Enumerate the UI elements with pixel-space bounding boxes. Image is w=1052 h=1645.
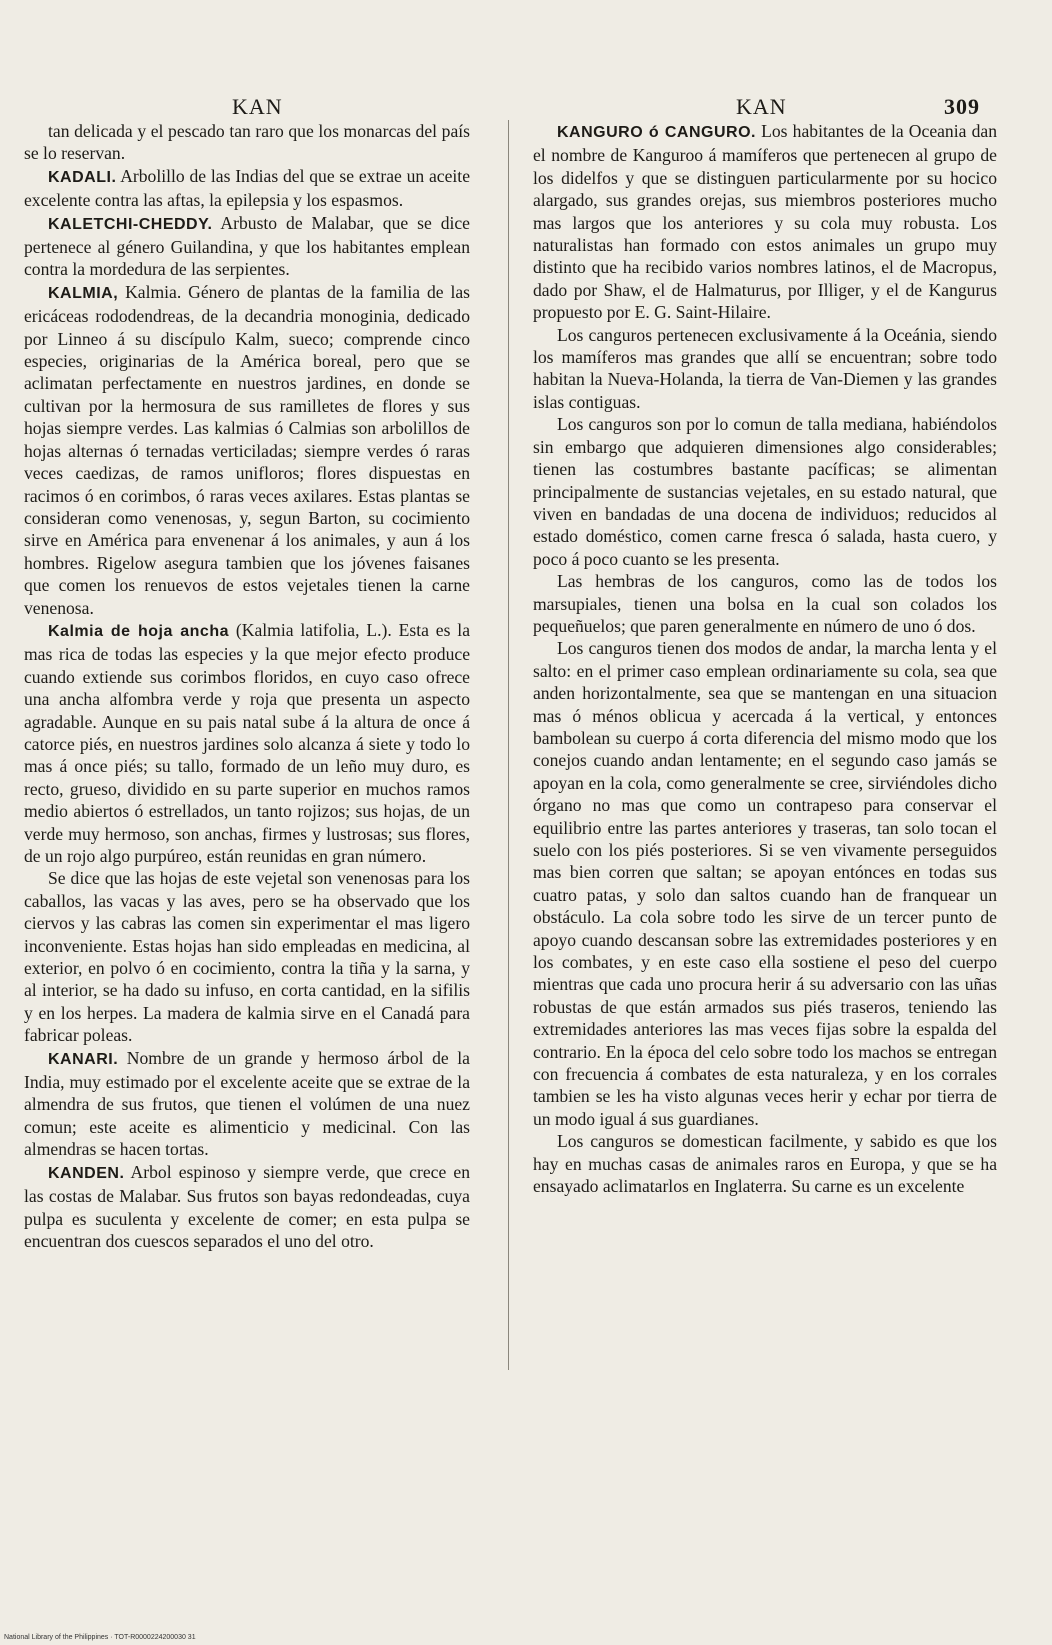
entry-headword: KANGURO ó CANGURO.: [557, 124, 756, 141]
entry-paragraph: [533, 413, 997, 570]
entry-text: Los canguros tienen dos modos de andar, la marcha lenta y el salto: en el primer caso emplean ordinariamente su cola, sea que anden horizontalmente, sea que se mantengan en una situacion mas ó ménos oblicua y acercada á la vertical, y entonces bambolean su cuerpo á corta diferencia del mismo modo que los conejos cuando andan lentamente; en el segundo caso jamás se apoyan en la cola, como generalmente se cree, sirviéndoles dicho órgano no mas que como un contrapeso para conservar el equilibrio entre las partes anteriores y traseras, tan solo tocan el suelo con los piés posteriores. Si se ven vivamente perseguidos mas bien corren que saltan; se apoyan entónces en todas sus cuatro patas, y solo dan saltos cuando han de franquear un obstáculo. La cola sobre todo les sirve de un tercer punto de apoyo cuando descansan sobre las extremidades posteriores y en los combates, y en este caso ella sostiene el peso del cuerpo mientras que cada uno procura herir á su adversario con las uñas robustas de que están armados sus piés traseros, teniendo las extremidades anteriores las mas veces fijas sobre la espalda del contrario. En la época del celo sobre todo los machos se entregan con frecuencia á combates de esta naturaleza, y en los corrales tambien se les ha visto algunas veces herir y echar por tierra de un modo igual á sus guardianes.: [533, 638, 997, 1129]
entry-paragraph: [533, 637, 997, 1130]
right-column: [533, 120, 997, 1198]
entry-paragraph: [24, 619, 470, 867]
entry-paragraph: [533, 570, 997, 637]
entry-paragraph: [24, 281, 470, 619]
entry-text: Nombre de un grande y hermoso árbol de la India, muy estimado por el excelente aceite que se extrae de la almendra de sus frutos, que tienen el volúmen de una nuez comun; este aceite es alimenticio y medicinal. Con las almendras se hacen tortas.: [24, 1047, 470, 1160]
entry-text: Los canguros se domestican facilmente, y sabido es que los hay en muchas casas de animales raros en Europa, y que se ha ensayado aclimatarlos en Inglaterra. Su carne es un excelente: [533, 1131, 997, 1197]
entry-headword: KANDEN.: [48, 1164, 125, 1182]
page-number: 309: [944, 94, 980, 119]
scan-footer: National Library of the Philippines · TOT-R0000224200030 31: [4, 1634, 196, 1641]
entry-paragraph: [24, 212, 470, 281]
entry-text: Arbolillo de las Indias del que se extrae un aceite excelente contra las aftas, la epilepsia y los espasmos.: [24, 165, 470, 211]
entry-text: (Kalmia latifolia, L.). Esta es la mas rica de todas las especies y la que mejor efecto produce cuando extiende sus corimbos floridos, en cuyo caso ofrece una ancha alfombra verde y roja que presenta un aspecto agradable. Aunque en su pais natal sube á la altura de once á catorce piés, en nuestros jardines solo alcanza á siete y todo lo mas á once piés; su tallo, formado de un leño muy duro, es recto, grueso, dividido en su parte superior en muchos ramos medio abiertos ó estrellados, un tanto rojizos; sus hojas, de un verde muy hermoso, son anchas, firmes y lustrosas; sus flores, de un rojo algo purpúreo, están reunidas en gran número.: [24, 619, 471, 866]
entry-paragraph: [533, 120, 997, 324]
entry-headword: KANARI.: [48, 1050, 119, 1068]
entry-text: Arbusto de Malabar, que se dice pertenece al género Guilandina, y que los habitantes emplean contra la mordedura de las serpientes.: [24, 212, 470, 280]
column-divider: [508, 120, 509, 1370]
entry-paragraph: [24, 120, 470, 165]
entry-paragraph: [533, 1130, 997, 1197]
entry-paragraph: [24, 867, 470, 1046]
entry-headword: Kalmia de hoja ancha: [48, 622, 230, 640]
entry-text: Los habitantes de la Oceania dan el nombre de Kanguroo á mamíferos que pertenecen al grupo de los didelfos y que se distinguen particularmente por su hocico alargado, sus grandes orejas, sus miembros posteriores mucho mas largos que los anteriores y su cola muy robusta. Los naturalistas han formado con estos animales un grupo muy distinto que ha recibido varios nombres latinos, el de Macropus, dado por Shaw, el de Halmaturus, por Illiger, y el de Kangurus propuesto por E. G. Saint-Hilaire.: [533, 121, 997, 323]
entry-text: Las hembras de los canguros, como las de todos los marsupiales, tienen una bolsa en la cual son colados los pequeñuelos; que paren generalmente en número de uno ó dos.: [533, 571, 997, 636]
entry-text: Los canguros pertenecen exclusivamente á la Oceánia, siendo los mamíferos mas grandes que allí se encuentran; sobre todo habitan la Nueva-Holanda, la tierra de Van-Diemen y las grandes islas contiguas.: [533, 324, 997, 412]
entry-paragraph: [24, 1047, 470, 1161]
entry-paragraph: [533, 324, 997, 414]
entry-text: tan delicada y el pescado tan raro que los monarcas del país se lo reservan.: [24, 121, 470, 164]
entry-headword: KALETCHI-CHEDDY.: [48, 215, 213, 233]
entry-paragraph: [24, 165, 470, 212]
entry-headword: KADALI.: [48, 168, 117, 186]
running-head-right: KAN: [736, 94, 787, 119]
entry-text: Se dice que las hojas de este vejetal son venenosas para los caballos, las vacas y las aves, pero se ha observado que los ciervos y las cabras las comen sin experimentar el mas ligero inconveniente. Estas hojas han sido empleadas en medicina, al exterior, en polvo ó en cocimiento, contra la tiña y la sarna, y al interior, se ha dado su infuso, en corta cantidad, en la sifilis y en los herpes. La madera de kalmia sirve en el Canadá para fabricar poleas.: [24, 868, 470, 1046]
entry-text: Kalmia. Género de plantas de la familia de las ericáceas rododendreas, de la decandria monoginia, dedicado por Linneo á su discípulo Kalm, sueco; comprende cinco especies, originarias de la América boreal, pero que se aclimatan perfectamente en nuestros jardines, en donde se cultivan por la hermosura de sus ramilletes de flores y sus hojas siempre verdes. Las kalmias ó Calmias son arbolillos de hojas alternas ó ternadas verticiladas; siempre verdes ó raras veces caedizas, de ramos unifloros; flores dispuestas en racimos ó en corimbos, ó raras veces axilares. Estas plantas se consideran como venenosas, y, segun Barton, su cocimiento sirve en América para envenenar á los animales, y aun á los hombres. Rigelow asegura tambien que los jóvenes faisanes que comen los renuevos de estos vejetales tienen la carne venenosa.: [24, 281, 470, 618]
left-column: [24, 120, 470, 1252]
entry-text: Los canguros son por lo comun de talla mediana, habiéndolos sin embargo que adquieren dimensiones algo considerables; tienen las costumbres bastante pacíficas; se alimentan principalmente de sustancias vejetales, en su estado natural, que viven en bandadas de una docena de individuos; reducidos al estado doméstico, comen carne fresca ó salada, hasta cuero, y poco á poco cuanto se les presenta.: [533, 414, 997, 569]
entry-headword: KALMIA,: [48, 284, 119, 302]
entry-paragraph: [24, 1161, 470, 1253]
entry-text: Arbol espinoso y siempre verde, que crece en las costas de Malabar. Sus frutos son bayas redondeadas, cuya pulpa es suculenta y excelente de comer; en esta pulpa se encuentran dos cuescos separados el uno del otro.: [24, 1161, 470, 1251]
running-head-left: KAN: [232, 94, 283, 119]
